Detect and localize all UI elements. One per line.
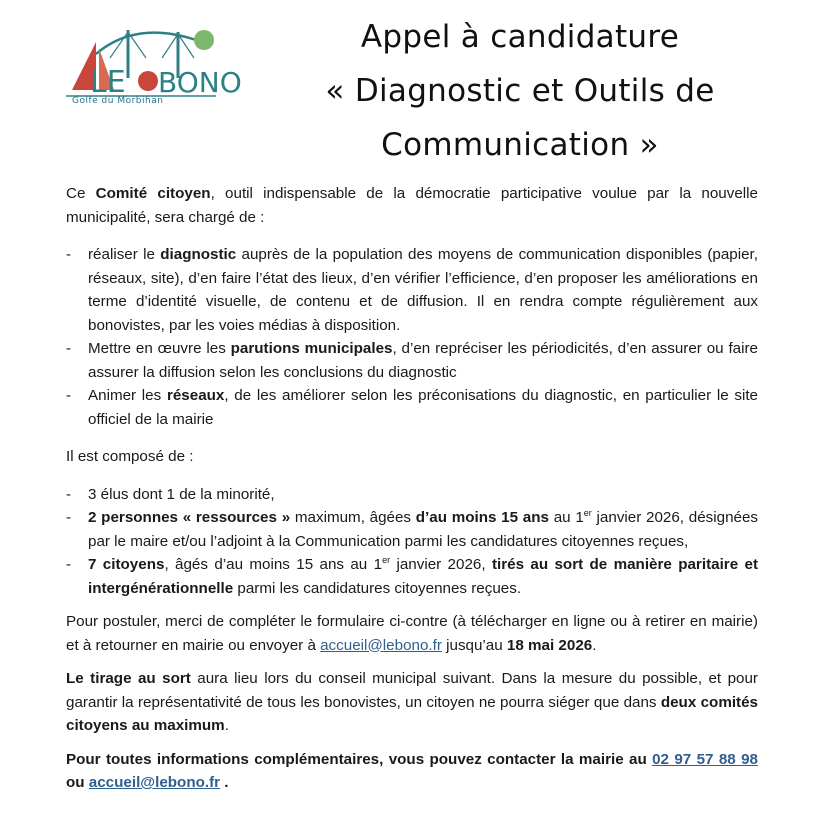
title-line-3: Communication » — [381, 127, 659, 163]
missions-list — [66, 243, 758, 431]
document-body — [66, 182, 758, 795]
contact-email-link[interactable]: accueil@lebono.fr — [88, 774, 221, 791]
list-item: - Animer les réseaux, de les améliorer selon les préconisations du diagnostic, en particulier le site officiel de la mairie — [66, 384, 758, 431]
apply-paragraph: Pour postuler, merci de compléter le formulaire ci-contre (à télécharger en ligne ou à retirer en mairie) et à retourner en mairie ou envoyer à accueil@lebono.fr jusqu’au 18 mai 2026. — [66, 613, 758, 654]
list-item: - 7 citoyens, âgés d’au moins 15 ans au 1er janvier 2026, tirés au sort de manière paritaire et intergénérationnelle parmi les candidatures citoyennes reçues. — [66, 553, 758, 600]
contact-paragraph: Pour toutes informations complémentaires, vous pouvez contacter la mairie au 02 97 57 88 98 ou accueil@lebono.fr . — [66, 750, 758, 791]
list-item: - réaliser le diagnostic auprès de la population des moyens de communication disponibles (papier, réseaux, site), d’en faire l’état des lieux, d’en vérifier l’efficience, d’en proposer les améliorations en terme d’identité visuelle, de contenu et de diffusion. Il en rendra compte régulièrement aux bonovistes, par les voies médias à disposition. — [66, 243, 758, 337]
logo-caption: Golfe du Morbihan — [72, 96, 164, 106]
page-title — [270, 10, 770, 172]
logo-wordmark-le: LE — [90, 65, 126, 100]
list-item: - 3 élus dont 1 de la minorité, — [66, 483, 758, 507]
logo-wordmark-bono: BONO — [158, 66, 242, 99]
title-line-1: Appel à candidature — [360, 19, 680, 55]
phone-link[interactable]: 02 97 57 88 98 — [652, 750, 758, 768]
intro-paragraph: Ce Comité citoyen, outil indispensable de la démocratie participative voulue par la nouvelle municipalité, sera chargé de : — [66, 185, 758, 226]
composition-intro: Il est composé de : — [66, 448, 194, 465]
composition-list — [66, 483, 758, 601]
email-link[interactable]: accueil@lebono.fr — [320, 636, 442, 654]
list-item: - Mettre en œuvre les parutions municipales, d’en repréciser les périodicités, d’en assurer ou faire assurer la diffusion selon les conclusions du diagnostic — [66, 337, 758, 384]
list-item: - 2 personnes « ressources » maximum, âgées d’au moins 15 ans au 1er janvier 2026, désignées par le maire et/ou l’adjoint à la Communication parmi les candidatures citoyennes reçues, — [66, 506, 758, 553]
title-line-2: « Diagnostic et Outils de — [325, 73, 715, 109]
draw-paragraph: Le tirage au sort aura lieu lors du conseil municipal suivant. Dans la mesure du possible, et pour garantir la représentativité de tous les bonovistes, un citoyen ne pourra siéger que dans deux comités citoyens au maximum. — [66, 670, 758, 734]
